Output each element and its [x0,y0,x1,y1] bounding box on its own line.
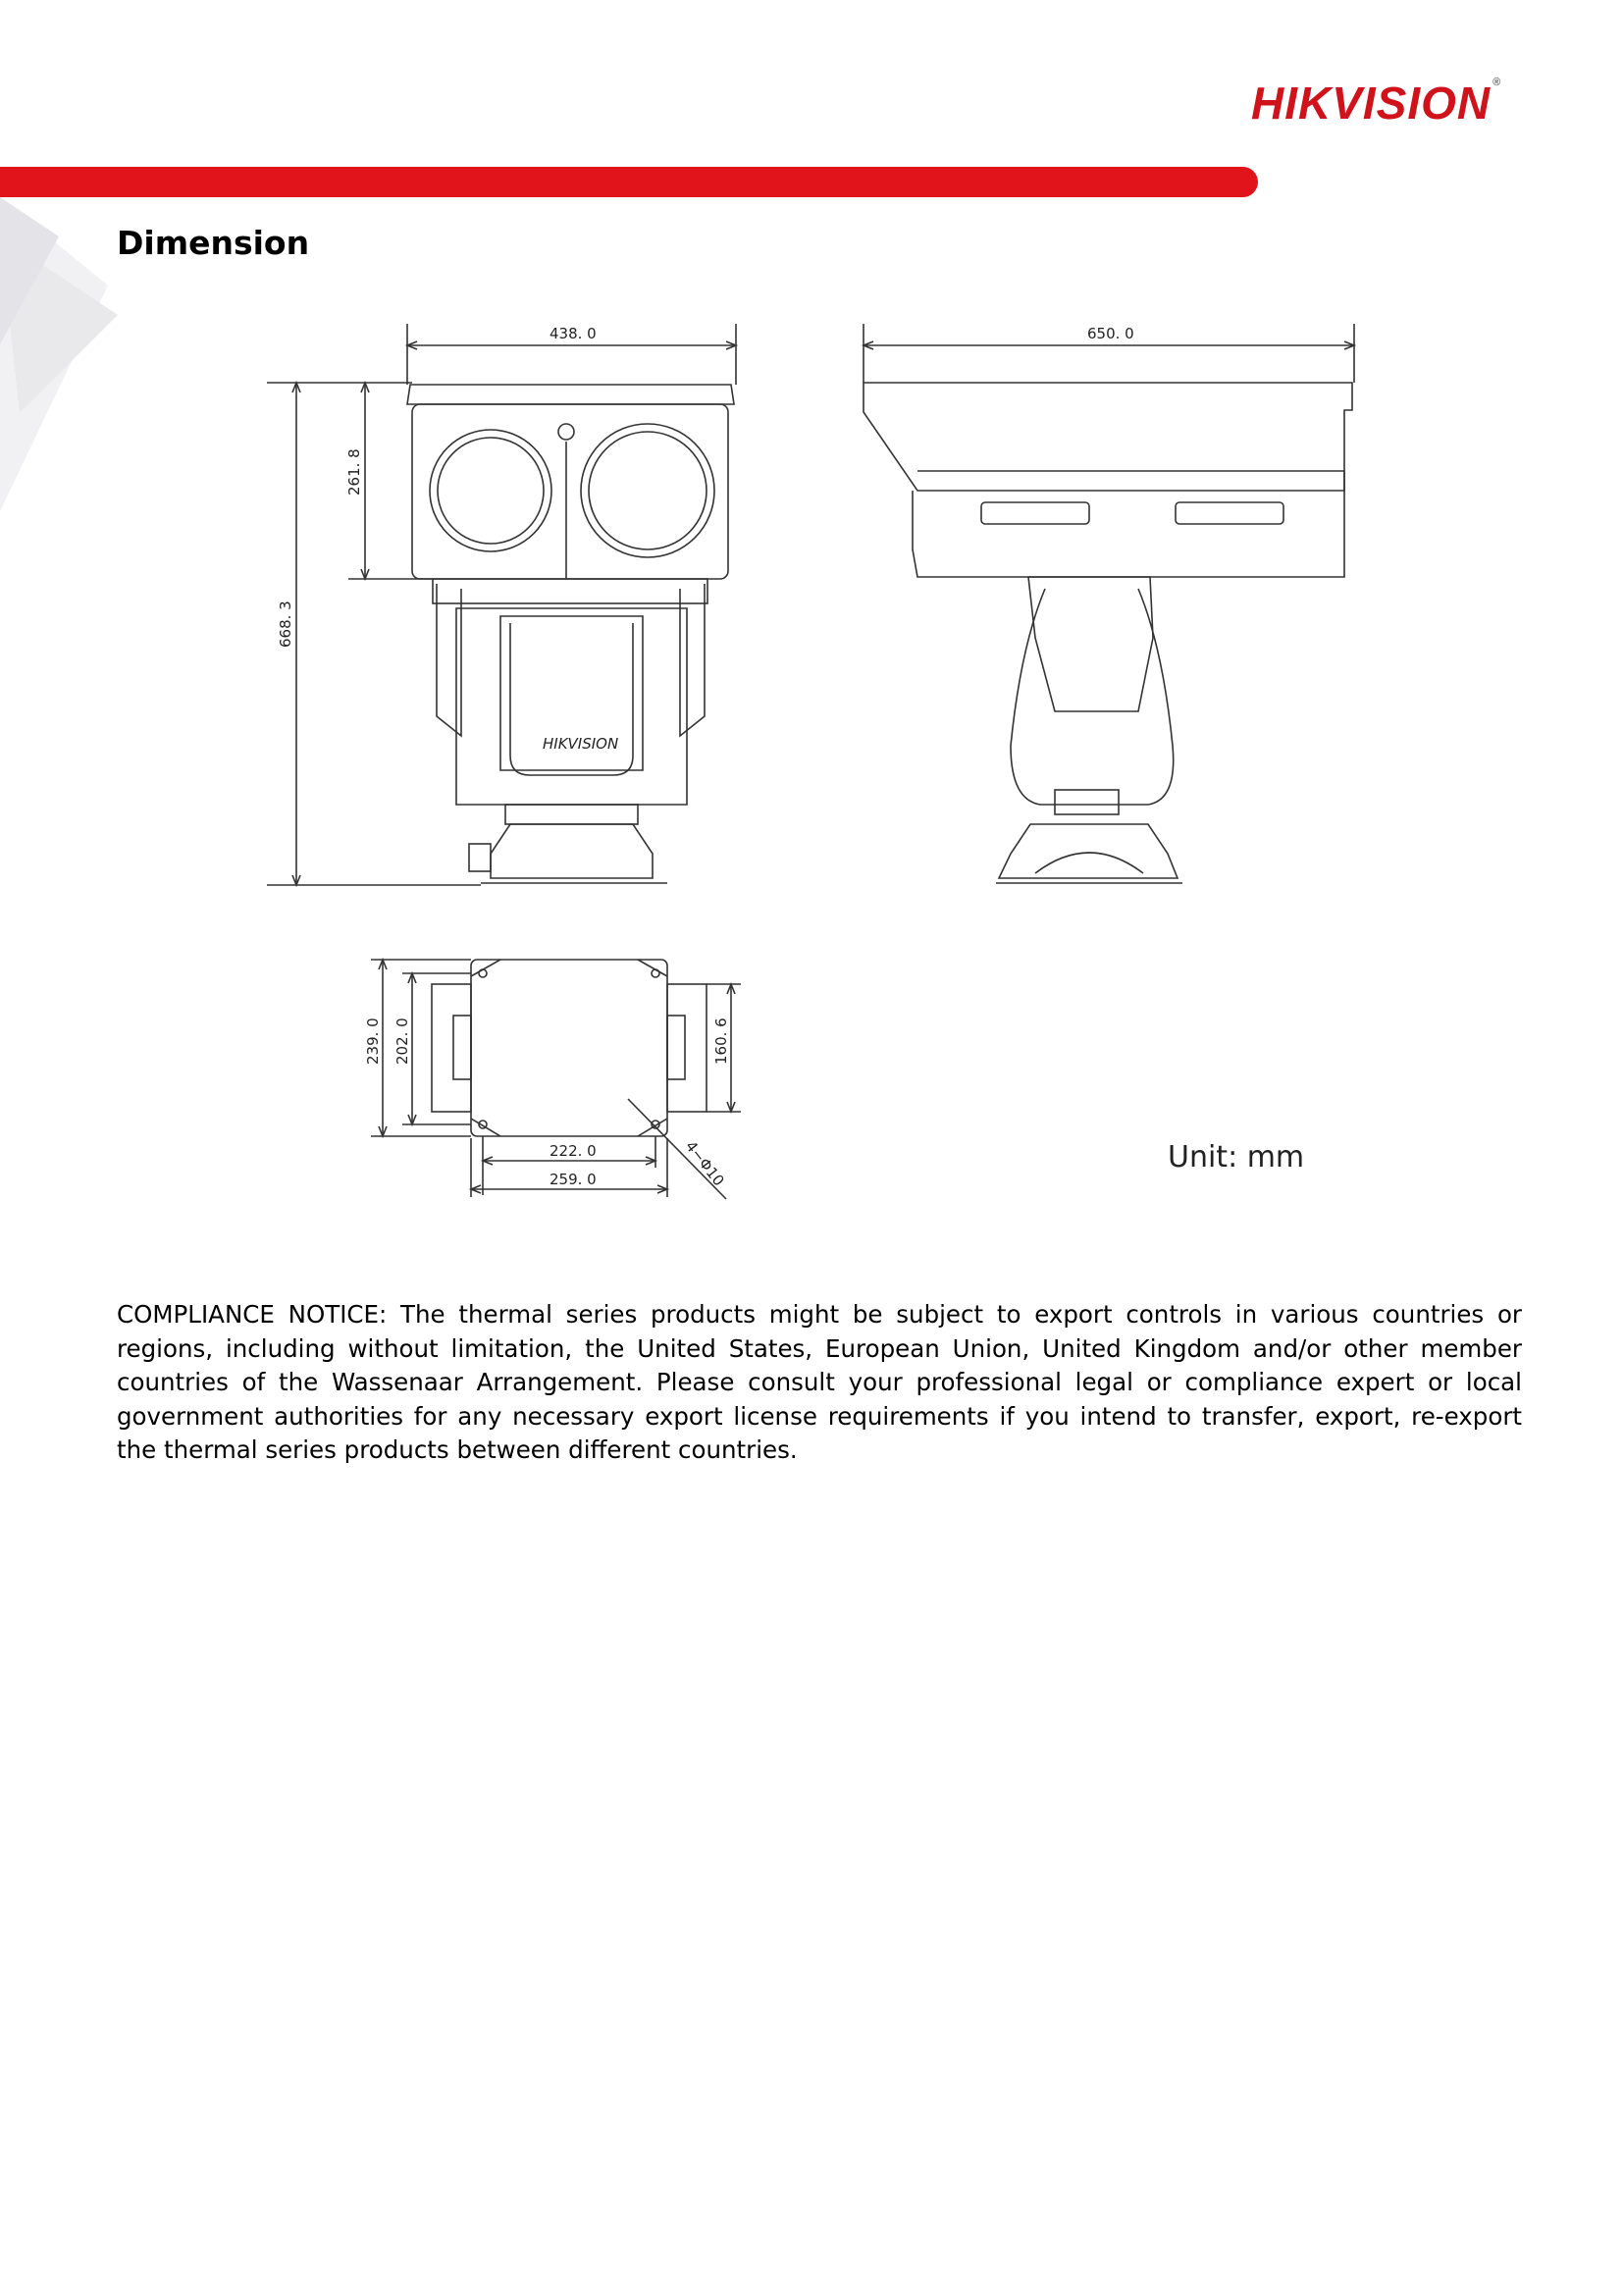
dim-front-width: 438. 0 [550,325,597,342]
dim-housing-height: 261. 8 [345,448,363,496]
dim-hole-spec: 4−Φ10 [681,1137,728,1190]
dim-side-width: 650. 0 [1087,325,1134,342]
compliance-lead: COMPLIANCE NOTICE [117,1300,380,1329]
dim-base-width-outer: 259. 0 [550,1171,597,1188]
dim-base-depth-inner: 202. 0 [393,1018,411,1065]
front-logo-text: HIKVISION [543,735,619,753]
section-title: Dimension [117,224,310,262]
dim-total-height: 668. 3 [277,600,294,648]
compliance-notice [117,1298,1522,1468]
brand-logo: HIKVISION ® [1251,77,1502,129]
dim-base-width-inner: 222. 0 [550,1142,597,1160]
dim-base-side: 160. 6 [712,1018,730,1065]
unit-label: Unit: mm [1168,1140,1305,1174]
compliance-text: : The thermal series products might be subject to export controls in various countries or regions, including without limitation, the United States, European Union, United Kingdom and/or other member countries of the Wassenaar Arrangement. Please consult your professional legal or compliance expert or local government authorities for any necessary export license requirements if you intend to transfer, export, re-export the thermal series products between different countries. [117,1300,1523,1464]
dim-base-depth-outer: 239. 0 [364,1018,382,1065]
